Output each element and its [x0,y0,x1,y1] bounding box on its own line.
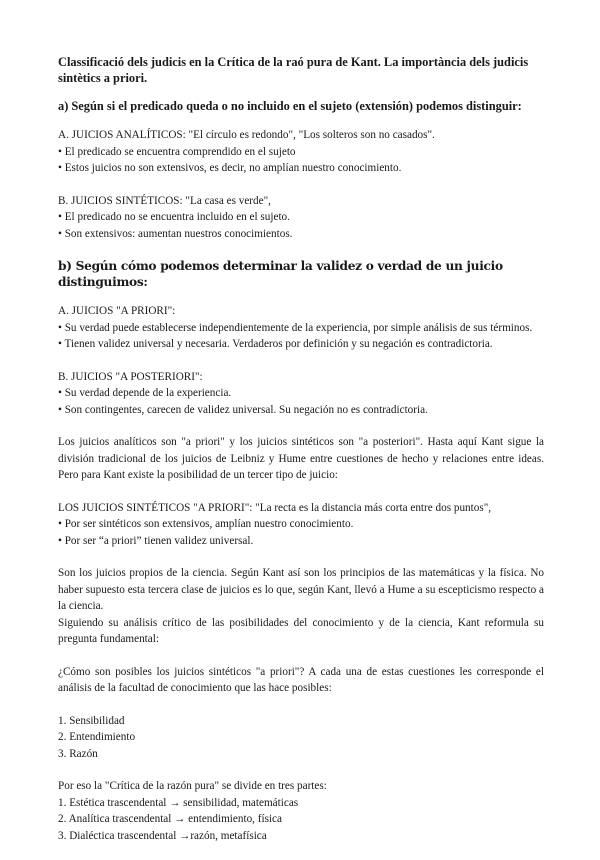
a-posteriori-bullet-1: • Su verdad depende de la experiencia. [58,387,232,399]
document-title: Classificació dels judicis en la Crítica de la raó pura de Kant. La importància dels judicis sintètics a priori. [58,55,529,85]
division-part-2: 2. Analítica trascendental → entendimiento, física [58,813,282,825]
division-part-1: 1. Estética trascendental → sensibilidad, matemáticas [58,796,299,809]
ciencia-block [58,565,544,648]
sinteticos-bullet-2: • Son extensivos: aumentan nuestros conocimientos. [58,227,293,240]
sinteticos-a-priori-label: LOS JUICIOS SINTÉTICOS "A PRIORI": "La recta es la distancia más corta entre dos puntos", [58,501,492,514]
facultad-item-3: 3. Razón [58,747,98,760]
facultades-list [58,713,544,763]
facultad-item-1: 1. Sensibilidad [58,714,125,727]
sinteticos-a-priori-bullet-1: • Por ser sintéticos son extensivos, amplían nuestro conocimiento. [58,518,354,530]
facultad-item-2: 2. Entendimiento [58,731,136,743]
reformula-paragraph: Siguiendo su análisis crítico de las posibilidades del conocimiento y de la ciencia, Kant reformula su pregunta fundamental: [58,616,544,645]
analiticos-bullet-1: • El predicado se encuentra comprendido en el sujeto [58,145,296,158]
kant-paragraph: Los juicios analíticos son "a priori" y los juicios sintéticos son "a posteriori". Hasta aquí Kant sigue la división tradicional de los juicios de Leibniz y Hume entre cuestiones de hecho y relaciones entre ideas. Pero para Kant existe la posibilidad de un tercer tipo de juicio: [58,436,544,481]
division-intro: Por eso la "Crítica de la razón pura" se divide en tres partes: [58,780,327,792]
ciencia-paragraph: Son los juicios propios de la ciencia. Según Kant así son los principios de las matemáticas y la física. No haber supuesto esta tercera clase de juicios es lo que, según Kant, llevó a Hume a su escepticismo respecto a la ciencia. [58,567,544,612]
sinteticos-block [58,193,544,243]
a-posteriori-label: B. JUICIOS "A POSTERIORI": [58,370,203,383]
analiticos-label: A. JUICIOS ANALÍTICOS: "El círculo es redondo", "Los solteros son no casados". [58,129,435,141]
sinteticos-bullet-1: • El predicado no se encuentra incluido en el sujeto. [58,211,290,223]
division-block [58,778,544,844]
a-priori-bullet-2: • Tienen validez universal y necesaria. Verdaderos por definición y su negación es contradictoria. [58,338,493,350]
division-part-3: 3. Dialéctica trascendental →razón, metafísica [58,829,267,842]
document-page [58,54,544,860]
pregunta-paragraph: ¿Cómo son posibles los juicios sintéticos "a priori"? A cada una de estas cuestiones les corresponde el análisis de la facultad de conocimiento que las hace posibles: [58,665,544,694]
a-priori-block [58,303,544,353]
sinteticos-a-priori-block [58,500,544,550]
a-priori-label: A. JUICIOS "A PRIORI": [58,305,176,317]
section-a-heading: a) Según si el predicado queda o no incluido en el sujeto (extensión) podemos distinguir: [58,99,522,113]
analiticos-block [58,127,544,177]
a-posteriori-block [58,369,544,419]
a-priori-bullet-1: • Su verdad puede establecerse independientemente de la experiencia, por simple análisis de sus términos. [58,321,533,334]
a-posteriori-bullet-2: • Son contingentes, carecen de validez universal. Su negación no es contradictoria. [58,403,428,416]
section-b-heading: b) Según cómo podemos determinar la validez o verdad de un juicio distinguimos: [58,259,503,289]
sinteticos-a-priori-bullet-2: • Por ser “a priori” tienen validez universal. [58,534,254,547]
analiticos-bullet-2: • Estos juicios no son extensivos, es decir, no amplían nuestro conocimiento. [58,162,402,174]
sinteticos-label: B. JUICIOS SINTÉTICOS: "La casa es verde", [58,194,271,207]
